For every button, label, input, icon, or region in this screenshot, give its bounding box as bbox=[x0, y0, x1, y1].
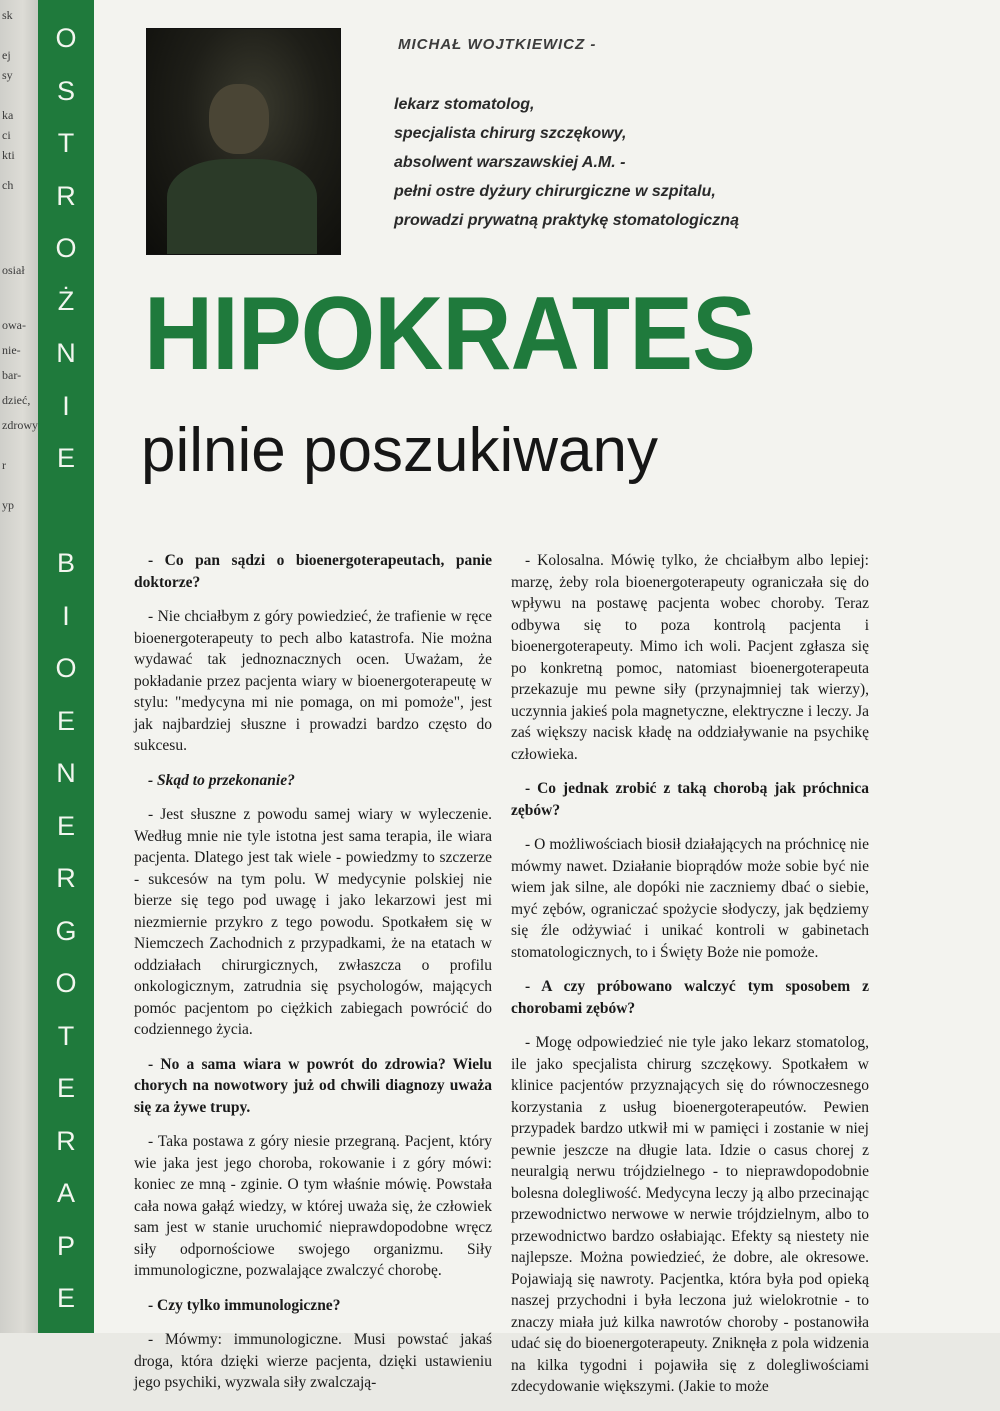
answer-paragraph: - O możliwościach biosił działających na próchnicę nie mówmy nawet. Działanie bioprądów może sobie być nie wiem jak silne, ale dopóki nie zaczniemy dbać o siebie, myć zębów, ograniczać spożycie słodyczy, jak będziemy się źle odżywiać i unikać kontroli w gabinetach stomatologicznych, to i Święty Boże nie pomoże. bbox=[511, 836, 869, 961]
answer-paragraph: - Kolosalna. Mówię tylko, że chciałbym albo lepiej: marzę, żeby rola bioenergoterapeuty ograniczała się do wpływu na postawę pacjenta wobec choroby. Teraz odbywa się to poza kontrolą pacjenta i bioenergoterapeuty. Mimo ich woli. Pacjent zgłasza się po konkretną pomoc, natomiast bioenergoterapeuta przekazuje mu pewne siły (przynajmniej tak wierzy), uczynnia jakieś pola magnetyczne, elektryczne i leczy. Ja zaś większy nacisk kładę na oddziaływanie na psychikę człowieka. bbox=[511, 552, 869, 763]
answer-paragraph: - Nie chciałbym z góry powiedzieć, że trafienie w ręce bioenergoterapeuty to pech albo katastrofa. Nie można wydawać tak jednoznacznych ocen. Uważam, że pokładanie przez pacjenta wiary w bioenergoterapeutę w stylu: "medycyna mi nie pomaga, on mi pomoże", jest jak najbardziej słuszne i prowadzi bardzo często do sukcesu. bbox=[134, 608, 492, 754]
edge-text-fragment: owa- bbox=[2, 318, 26, 332]
edge-text-fragment: zdrowy bbox=[2, 418, 38, 432]
edge-text-fragment: kti bbox=[2, 148, 15, 162]
answer-paragraph: - Taka postawa z góry niesie przegraną. Pacjent, który wie jaka jest jego choroba, rokowanie i z góry mówi: koniec ze mną - zginie. O tym właśnie mówię. Powstała cała nowa gałąź wiedzy, w której uważa się, że człowiek sam jest w stanie uruchomić nieprawdopodobne wręcz siły odpornościowe swojego organizmu. Siły immunologiczne, pozwalające zwalczyć chorobę. bbox=[134, 1133, 492, 1279]
vertical-letter: G bbox=[55, 915, 77, 946]
vertical-letter: E bbox=[56, 810, 75, 841]
vertical-letter: O bbox=[55, 233, 77, 263]
vertical-letter: I bbox=[62, 390, 70, 421]
bio-line: pełni ostre dyżury chirurgiczne w szpitalu, bbox=[394, 183, 716, 200]
question-paragraph: - Skąd to przekonanie? bbox=[148, 771, 295, 789]
edge-text-fragment: bar- bbox=[2, 368, 22, 382]
author-photo bbox=[146, 28, 341, 255]
bio-line: absolwent warszawskiej A.M. - bbox=[394, 154, 626, 171]
vertical-letter: O bbox=[55, 653, 77, 683]
subheadline: pilnie poszukiwany bbox=[141, 416, 658, 485]
bio-line: prowadzi prywatną praktykę stomatologiczną bbox=[394, 212, 739, 229]
vertical-banner bbox=[38, 0, 94, 1333]
vertical-letter: E bbox=[56, 705, 75, 736]
author-name: MICHAŁ WOJTKIEWICZ - bbox=[398, 36, 597, 53]
edge-text-fragment: ka bbox=[2, 108, 14, 122]
vertical-letter: I bbox=[62, 600, 70, 631]
answer-paragraph: - Mówmy: immunologiczne. Musi powstać jakaś droga, która dzięki wierze pacjenta, dzięki ustawieniu jego psychiki, wyzwala siły zwalczają- bbox=[134, 1331, 492, 1391]
text-column-right bbox=[511, 550, 869, 1411]
adjacent-page-edge bbox=[0, 0, 38, 1333]
answer-paragraph: - Mogę odpowiedzieć nie tyle jako lekarz stomatolog, ile jako specjalista chirurg szczękowy. Spotkałem w klinice pacjentów przyznających się do równoczesnego korzystania z usług bioenergoterapeutów. Pewien przypadek bardzo utkwił mi w pamięci i zostanie w niej pewnie jeszcze na długie lata. Idzie o casus chorej z neuralgią nerwu trójdzielnego - to nieprawdopodobnie bolesna dolegliwość. Medycyna leczy ją albo przecinając przewodnictwo nerwowe w nerwie trójdzielnym, albo to przewodnictwo bardzo osłabiając. Efekty są niestety nie najlepsze. Można powiedzieć, że dobre, ale okresowe. Pojawiają się nawroty. Pacjentka, która była pod opieką naszej przychodni i była leczona już wielokrotnie - to znaczy miała już kilka nawrotów choroby - postanowiła udać się do bioenergoterapeuty. Zniknęła z pola widzenia na kilka tygodni i pojawiła się z dolegliwościami zdecydowanie większymi. (Jakie to może bbox=[511, 1034, 869, 1395]
edge-text-fragment: nie- bbox=[2, 343, 21, 357]
answer-paragraph: - Jest słuszne z powodu samej wiary w wyleczenie. Według mnie nie tyle istotna jest sama terapia, ile wiara pacjenta. Dlatego jest tak wiele - powiedzmy to szczerze - sukcesów na tym polu. W medycynie polskiej nie bierze się tego pod uwagę i jako lekarzowi jest mi niezmiernie przykro z tego powodu. Spotkałem się w Niemczech Zachodnich z przypadkami, że na etatach w oddziałach chirurgicznych, zwłaszcza o profilu onkologicznym, zatrudnia się psychologów, mających pomóc pacjentom po ciężkich zabiegach powrócić do codziennego życia. bbox=[134, 806, 492, 1038]
vertical-letter: A bbox=[56, 1178, 75, 1208]
edge-text-fragment: sy bbox=[2, 68, 13, 82]
vertical-letter: R bbox=[56, 180, 76, 211]
article bbox=[94, 0, 1000, 1395]
bio-line: specjalista chirurg szczękowy, bbox=[394, 125, 627, 142]
edge-text-fragment: ci bbox=[2, 128, 11, 142]
author-bio bbox=[394, 90, 914, 235]
vertical-letter: E bbox=[56, 1073, 75, 1103]
vertical-letter: O bbox=[55, 23, 77, 53]
edge-text-fragment: sk bbox=[2, 8, 13, 22]
vertical-letter: N bbox=[56, 758, 76, 788]
question-paragraph: - No a sama wiara w powrót do zdrowia? Wielu chorych na nowotwory już od chwili diagnozy uważa się za żywe trupy. bbox=[134, 1055, 492, 1116]
question-paragraph: - Co pan sądzi o bioenergoterapeutach, panie doktorze? bbox=[134, 552, 492, 591]
edge-text-fragment: r bbox=[2, 458, 6, 472]
vertical-letter: R bbox=[56, 1125, 76, 1156]
vertical-letter: Ż bbox=[57, 285, 75, 316]
question-paragraph: - Czy tylko immunologiczne? bbox=[148, 1296, 341, 1314]
headline: HIPOKRATES bbox=[144, 276, 755, 392]
vertical-letter: E bbox=[56, 443, 75, 473]
vertical-letter: R bbox=[56, 863, 76, 893]
vertical-letter: S bbox=[56, 75, 75, 106]
vertical-letter: T bbox=[57, 1020, 75, 1051]
vertical-letter: N bbox=[56, 338, 76, 368]
edge-text-fragment: ch bbox=[2, 178, 14, 192]
edge-text-fragment: ej bbox=[2, 48, 11, 62]
edge-text-fragment: osiał bbox=[2, 263, 25, 277]
question-paragraph: - A czy próbowano walczyć tym sposobem z chorobami zębów? bbox=[511, 978, 869, 1017]
text-column-left bbox=[134, 550, 492, 1407]
edge-text-fragment: dzieć, bbox=[2, 393, 31, 407]
edge-text-fragment: yp bbox=[2, 498, 14, 512]
question-paragraph: - Co jednak zrobić z taką chorobą jak próchnica zębów? bbox=[511, 780, 869, 819]
vertical-letter: P bbox=[56, 1230, 75, 1261]
bio-line: lekarz stomatolog, bbox=[394, 96, 535, 113]
vertical-letter: E bbox=[56, 1283, 75, 1313]
vertical-letter: T bbox=[57, 128, 75, 158]
vertical-letter: O bbox=[55, 968, 77, 998]
vertical-letter: B bbox=[56, 548, 75, 578]
